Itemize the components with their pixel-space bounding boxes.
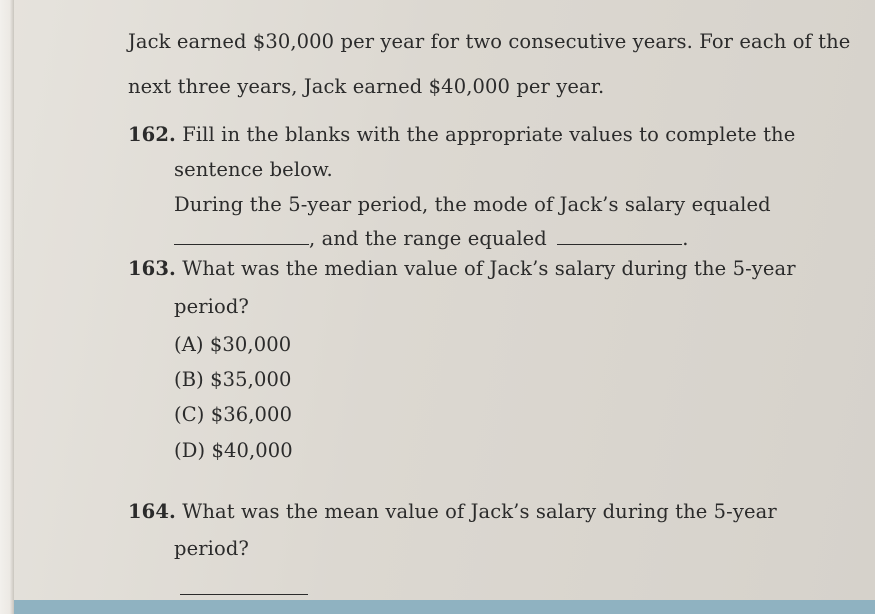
question-162-prompt-line-1: Fill in the blanks with the appropriate values to complete the xyxy=(182,123,796,146)
question-163-prompt xyxy=(128,257,796,281)
choice-d[interactable]: (D) $40,000 xyxy=(174,439,293,462)
choice-b[interactable]: (B) $35,000 xyxy=(174,368,292,391)
question-163-prompt-line-2: period? xyxy=(174,295,249,318)
question-163-prompt-line-1: What was the median value of Jack’s salary during the 5-year xyxy=(182,257,796,280)
mode-answer-blank[interactable] xyxy=(174,226,309,245)
intro-line-1: Jack earned $30,000 per year for two consecutive years. For each of the xyxy=(128,30,851,53)
choice-c[interactable]: (C) $36,000 xyxy=(174,403,293,426)
choice-a[interactable]: (A) $30,000 xyxy=(174,333,292,356)
question-164-prompt-line-1: What was the mean value of Jack’s salary during the 5-year xyxy=(182,500,777,523)
mean-answer-blank[interactable] xyxy=(180,576,308,595)
question-162-sentence-end: . xyxy=(682,227,689,250)
intro-line-2: next three years, Jack earned $40,000 per year. xyxy=(128,75,605,98)
question-162-sentence-line-1: During the 5-year period, the mode of Jack’s salary equaled xyxy=(174,193,771,216)
range-answer-blank[interactable] xyxy=(557,226,682,245)
bottom-edge-strip xyxy=(14,600,875,614)
question-162-prompt-line-2: sentence below. xyxy=(174,158,333,181)
question-162-sentence-mid: , and the range equaled xyxy=(309,227,547,250)
question-164-prompt-line-2: period? xyxy=(174,537,249,560)
page-left-edge xyxy=(0,0,14,614)
question-164-number: 164. xyxy=(128,500,176,523)
question-164-prompt xyxy=(128,500,777,524)
question-162-sentence-line-2 xyxy=(174,226,689,251)
question-162-prompt xyxy=(128,123,795,147)
question-163-number: 163. xyxy=(128,257,176,280)
question-162-number: 162. xyxy=(128,123,176,146)
